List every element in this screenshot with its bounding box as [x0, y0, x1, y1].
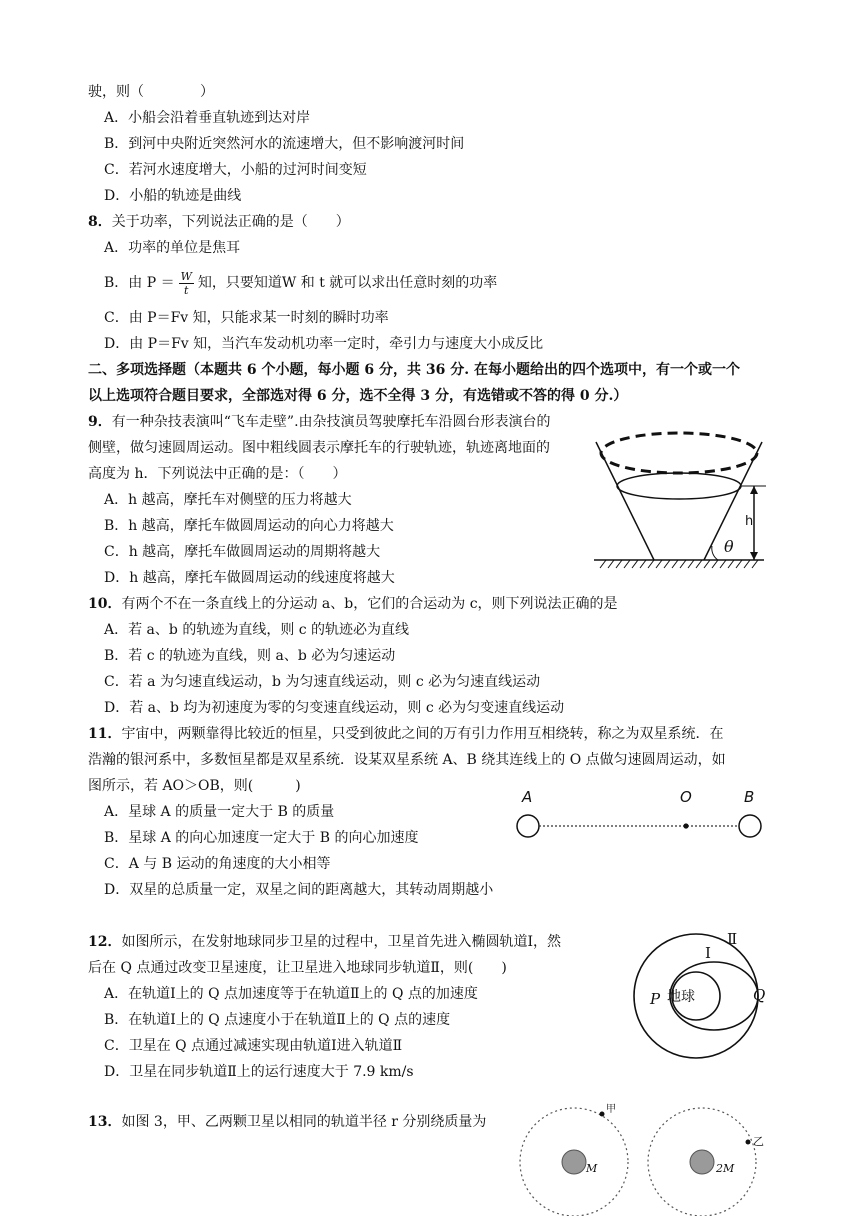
q12-option-c: C．卫星在 Q 点通过减速实现由轨道Ⅰ进入轨道Ⅱ: [104, 1038, 403, 1054]
q10-text: 有两个不在一条直线上的分运动 a、b，它们的合运动为 c，则下列说法正确的是: [121, 596, 618, 612]
q11-option-c: C．A 与 B 运动的角速度的大小相等: [104, 856, 331, 872]
satellite-jia-dot: [600, 1112, 605, 1117]
q8-option-c: C．由 P＝Fv 知，只能求某一时刻的瞬时功率: [104, 310, 389, 326]
figure-q12-label-p: P: [650, 990, 661, 1008]
q12-option-d: D．卫星在同步轨道Ⅱ上的运行速度大于 7.9 km/s: [104, 1064, 414, 1080]
figure-q11-label-o: O: [680, 788, 692, 806]
fraction: [179, 270, 194, 297]
figure-q12-label-ii: Ⅱ: [727, 930, 738, 948]
planet-m-circle: [562, 1150, 586, 1174]
q8-number: 8．: [88, 214, 112, 230]
q11-stem-line3: 图所示，若 AO＞OB，则( ): [88, 778, 301, 794]
q9-option-a: A．h 越高，摩托车对侧壁的压力将越大: [104, 492, 352, 508]
fraction-denominator: t: [184, 283, 189, 297]
q13-text: 如图 3，甲、乙两颗卫星以相同的轨道半径 r 分别绕质量为: [121, 1114, 487, 1130]
q12-text: 如图所示，在发射地球同步卫星的过程中，卫星首先进入椭圆轨道Ⅰ，然: [121, 934, 562, 950]
q12-stem-line1: [88, 932, 561, 952]
q11-stem-line2: 浩瀚的银河系中，多数恒星都是双星系统．设某双星系统 A、B 绕其连线上的 O 点做匀速圆周运动，如: [88, 752, 726, 768]
figure-q11-label-a: A: [522, 788, 533, 806]
q7-option-d: D．小船的轨迹是曲线: [104, 188, 242, 204]
figure-q13-label-yi: 乙: [753, 1135, 764, 1148]
figure-q9-label-theta: θ: [724, 537, 734, 556]
figure-q9-label-h: h: [745, 514, 754, 529]
q9-option-d: D．h 越高，摩托车做圆周运动的线速度将越大: [104, 570, 395, 586]
q8-text: 关于功率，下列说法正确的是（ ）: [111, 214, 350, 230]
star-b-circle: [739, 815, 761, 837]
q9-number: 9．: [88, 414, 112, 430]
center-o-dot: [683, 823, 688, 828]
q13-stem: [88, 1112, 486, 1132]
q8-option-b-pre: B．由 P ＝: [104, 275, 175, 291]
q9-text: 有一种杂技表演叫“飞车走壁”.由杂技演员驾驶摩托车沿圆台形表演台的: [111, 414, 551, 430]
q7-option-b: B．到河中央附近突然河水的流速增大，但不影响渡河时间: [104, 136, 465, 152]
satellite-yi-dot: [746, 1140, 751, 1145]
q8-option-a: A．功率的单位是焦耳: [104, 240, 241, 256]
q11-option-a: A．星球 A 的质量一定大于 B 的质量: [104, 804, 335, 820]
q7-tail: 驶，则（ ）: [88, 84, 214, 100]
star-a-circle: [517, 815, 539, 837]
q13-number: 13．: [88, 1114, 122, 1130]
q10-option-a: A．若 a、b 的轨迹为直线，则 c 的轨迹必为直线: [104, 622, 410, 638]
q11-option-b: B．星球 A 的向心加速度一定大于 B 的向心加速度: [104, 830, 419, 846]
q9-option-b: B．h 越高，摩托车做圆周运动的向心力将越大: [104, 518, 394, 534]
q9-option-c: C．h 越高，摩托车做圆周运动的周期将越大: [104, 544, 381, 560]
figure-q13-label-jia: 甲: [606, 1104, 616, 1115]
q8-stem: [88, 212, 350, 232]
q8-option-b-post: 知，只要知道W 和 t 就可以求出任意时刻的功率: [197, 275, 498, 291]
q8-option-b: [104, 266, 497, 300]
figure-q12-label-earth: 地球: [667, 989, 695, 1005]
figure-q13-satellites: [516, 1094, 784, 1216]
planet-2m-circle: [690, 1150, 714, 1174]
figure-q11-binary-stars: [512, 812, 774, 842]
q8-option-d: D．由 P＝Fv 知，当汽车发动机功率一定时，牵引力与速度大小成反比: [104, 336, 544, 352]
figure-q12-label-q: Q: [753, 986, 766, 1004]
figure-q12-label-i: Ⅰ: [705, 944, 711, 962]
q10-stem: [88, 594, 618, 614]
q12-option-a: A．在轨道Ⅰ上的 Q 点加速度等于在轨道Ⅱ上的 Q 点的加速度: [104, 986, 478, 1002]
q12-number: 12．: [88, 934, 122, 950]
q7-option-c: C．若河水速度增大，小船的过河时间变短: [104, 162, 367, 178]
q7-option-a: A．小船会沿着垂直轨迹到达对岸: [104, 110, 311, 126]
section-2-header-line1: 二、多项选择题（本题共 6 个小题，每小题 6 分，共 36 分. 在每小题给出的四个选项中，有一个或一个: [88, 362, 740, 378]
q12-stem-line2: 后在 Q 点通过改变卫星速度，让卫星进入地球同步轨道Ⅱ，则( ): [88, 960, 507, 976]
q10-option-c: C．若 a 为匀速直线运动，b 为匀速直线运动，则 c 必为匀速直线运动: [104, 674, 541, 690]
q10-number: 10．: [88, 596, 122, 612]
q11-stem-line1: [88, 724, 723, 744]
q9-stem-line1: [88, 412, 551, 432]
q11-option-d: D．双星的总质量一定，双星之间的距离越大，其转动周期越小: [104, 882, 494, 898]
section-2-header-line2: 以上选项符合题目要求，全部选对得 6 分，选不全得 3 分，有选错或不答的得 0 分.）: [88, 388, 628, 404]
fraction-numerator: W: [180, 269, 192, 283]
q11-number: 11．: [88, 726, 122, 742]
figure-q13-label-2m: 2M: [716, 1162, 735, 1175]
q12-option-b: B．在轨道Ⅰ上的 Q 点速度小于在轨道Ⅱ上的 Q 点的速度: [104, 1012, 451, 1028]
q9-stem-line2: 侧壁，做匀速圆周运动。图中粗线圆表示摩托车的行驶轨迹，轨迹离地面的: [88, 440, 550, 456]
q10-option-d: D．若 a、b 均为初速度为零的匀变速直线运动，则 c 必为匀变速直线运动: [104, 700, 565, 716]
figure-q9-funnel: [594, 408, 774, 576]
q9-stem-line3: 高度为 h．下列说法中正确的是：（ ）: [88, 466, 347, 482]
figure-q11-label-b: B: [744, 788, 755, 806]
figure-q13-label-m: M: [586, 1162, 598, 1175]
q10-option-b: B．若 c 的轨迹为直线，则 a、b 必为匀速运动: [104, 648, 396, 664]
q11-text: 宇宙中，两颗靠得比较近的恒星，只受到彼此之间的万有引力作用互相绕转，称之为双星系统．在: [121, 726, 724, 742]
